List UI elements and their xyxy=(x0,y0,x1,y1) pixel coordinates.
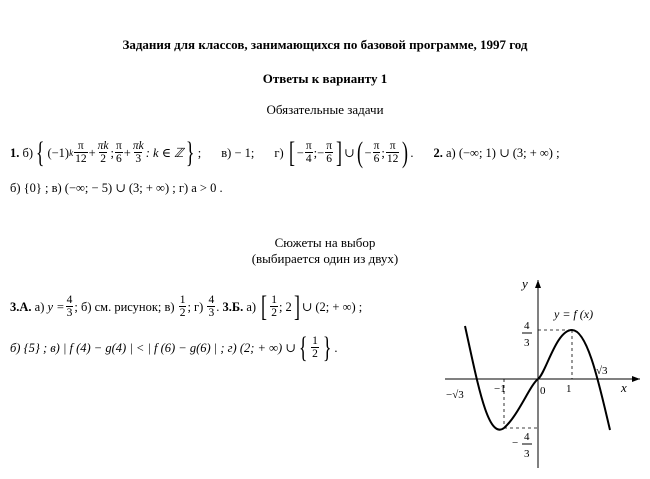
part-label: б) xyxy=(22,145,34,160)
function-graph xyxy=(440,270,645,475)
operator: − xyxy=(364,145,372,160)
fraction: $\frac{\pi k}{2}$ xyxy=(97,139,109,165)
fraction: 1 2 xyxy=(179,293,186,319)
bracket-open: [ xyxy=(288,136,295,169)
tick-label: 4 xyxy=(524,431,530,443)
bracket-close: ] xyxy=(293,290,300,323)
y-axis-arrow-icon xyxy=(535,280,541,288)
bracket-open: [ xyxy=(261,290,268,323)
problem-number: 3.А. xyxy=(10,299,32,314)
part-label: г) xyxy=(274,145,284,160)
period: . xyxy=(410,145,414,160)
tick-label: 3 xyxy=(524,337,530,349)
operator: + xyxy=(123,145,131,160)
problem-number: 1. xyxy=(10,145,20,160)
answer-line-1 xyxy=(10,138,560,168)
paren-open: ( xyxy=(356,136,363,169)
expr-text: ; г) xyxy=(187,299,204,314)
tick-label: − xyxy=(512,437,519,449)
brace-close: } xyxy=(322,331,332,364)
problem-number: 2. xyxy=(433,145,443,160)
tick-label: 1 xyxy=(566,383,572,395)
document-title: Задания для классов, занимающихся по базовой программе, 1997 год xyxy=(122,37,528,52)
variant-title: Ответы к варианту 1 xyxy=(262,71,388,86)
section-title-choice: Сюжеты на выбор xyxy=(274,235,376,250)
tick-label: −1 xyxy=(494,383,506,395)
fraction: $\frac{\pi}{6}$ xyxy=(326,139,333,165)
operator: − xyxy=(317,145,325,160)
separator: ; xyxy=(197,145,202,160)
part-v: в) − 1; xyxy=(221,145,255,160)
section-subtitle-choice: (выбирается один из двух) xyxy=(251,251,399,266)
tick-label: √3 xyxy=(596,365,608,377)
part-label: а) xyxy=(34,299,45,314)
operator: − xyxy=(296,145,304,160)
expr-text: ; б) см. рисунок; в) xyxy=(74,299,175,314)
brace-close: } xyxy=(186,136,195,169)
fraction: $\frac{\pi}{4}$ xyxy=(305,139,312,165)
answer-line-2: б) {0} ; в) (−∞; − 5) ∪ (3; + ∞) ; г) a > 0 . xyxy=(10,181,223,195)
bracket-close: ] xyxy=(336,136,343,169)
problem2-a: а) (−∞; 1) ∪ (3; + ∞) ; xyxy=(446,146,560,160)
part-label: а) xyxy=(246,299,257,314)
separator: ; xyxy=(313,145,318,160)
expr-text: ; 2 xyxy=(278,299,292,314)
separator: ; xyxy=(110,145,114,160)
period: . xyxy=(334,340,338,355)
fraction: π 12 xyxy=(75,139,87,165)
expr-text: (−1) xyxy=(47,145,70,160)
operator: ∪ xyxy=(344,146,355,160)
tick-label: 3 xyxy=(524,448,530,460)
operator: + xyxy=(88,145,96,160)
fraction: $\frac{\pi}{6}$ xyxy=(373,139,380,165)
x-axis-label: x xyxy=(621,380,627,395)
tick-label: 4 xyxy=(524,320,530,332)
x-axis-arrow-icon xyxy=(632,376,640,382)
brace-open: { xyxy=(35,136,45,169)
fraction: $\frac{\pi k}{3}$ xyxy=(132,139,144,165)
problem-number: 3.Б. xyxy=(222,299,244,314)
paren-close: ) xyxy=(402,136,409,169)
fraction: 1 2 xyxy=(271,293,277,319)
brace-open: { xyxy=(298,331,308,364)
answer-line-3: 3.А. а) y = $\frac{4}{3}$ ; б) см. рисунок; в) 1 2 ; г) 4 3 . 3.Б. а) [ 1 2 ; 2 ] ∪ (2; + ∞) ; xyxy=(10,290,363,323)
tick-label: −√3 xyxy=(446,389,464,401)
expr-text: ∪ (2; + ∞) ; xyxy=(301,300,363,314)
expr-text: y = xyxy=(47,299,65,314)
y-axis-label: y xyxy=(522,276,528,291)
fraction: π 12 xyxy=(386,139,399,165)
fraction: $\frac{4}{3}$ xyxy=(66,293,73,319)
exponent: k xyxy=(69,148,74,158)
function-label: y = f (x) xyxy=(554,307,594,321)
expr-text: : k ∈ ℤ xyxy=(145,146,184,160)
tick-label: 0 xyxy=(540,385,546,397)
expr-text: б) {5} ; в) | f (4) − g(4) | < | f (6) − g(6) | ; г) (2; + ∞) ∪ xyxy=(10,341,296,355)
fraction: 1 2 xyxy=(312,334,318,360)
separator: ; xyxy=(381,145,385,160)
fraction: π 6 xyxy=(115,139,122,165)
answer-line-4 xyxy=(10,333,337,363)
section-title-mandatory: Обязательные задачи xyxy=(266,102,384,117)
fraction: 4 3 xyxy=(208,293,215,319)
